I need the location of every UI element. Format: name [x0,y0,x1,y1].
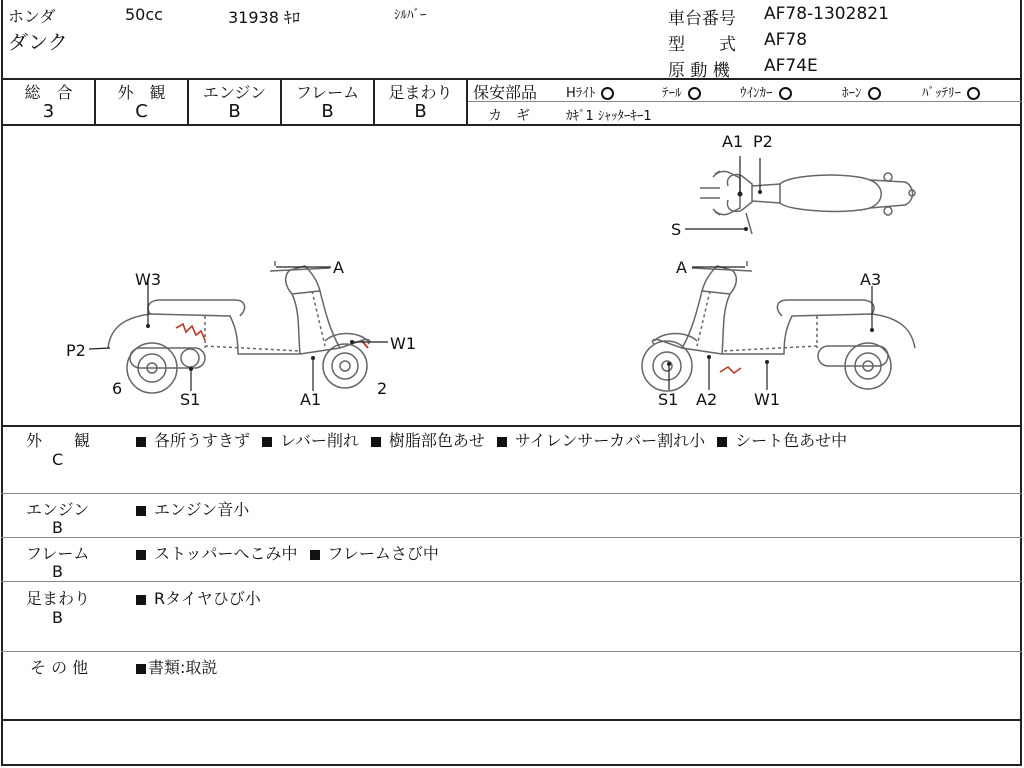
headlight-ok-icon [601,87,614,100]
top-view [685,156,915,234]
exterior-grade: C [135,101,148,122]
maker: ホンダ [8,7,56,26]
label-a-left: A [333,258,344,277]
frame-grade-label: フレーム [295,83,360,102]
safety-title: 保安部品 [473,83,538,102]
model-name: ダンク [8,30,68,54]
remark-other-text: 書類:取説 [136,655,217,678]
safety-item-winker: ｳｲﾝｶｰ [740,82,792,101]
remark-exterior-grade: C [52,450,64,469]
safety-item-headlight: Hﾗｲﾄ [566,82,614,101]
key-value: ｶｷﾞ1 ｼｬｯﾀｰｷｰ1 [566,109,652,124]
battery-ok-icon [967,87,980,100]
safety-item-horn: ﾎｰﾝ [842,82,881,101]
remark-frame-items: ストッパーへこみ中 フレームさび中 [136,541,439,564]
label-a3-right: A3 [860,270,882,289]
remark-suspension-grade: B [52,608,63,627]
safety-item-battery: ﾊﾞｯﾃﾘｰ [922,82,980,101]
overall-grade: 3 [42,101,55,122]
type-value: AF78 [764,30,808,50]
label-2: 2 [377,379,388,398]
label-p2-top: P2 [753,132,773,151]
remark-suspension-items: Rタイヤひび小 [136,586,261,609]
label-s1-left: S1 [180,390,201,409]
remark-exterior-items: 各所うすきず レバー削れ 樹脂部色あせ サイレンサーカバー割れ小 シート色あせ中 [136,428,847,451]
overall-label: 総 合 [24,83,73,102]
safety-item-tail: ﾃｰﾙ [662,82,701,101]
horn-ok-icon [868,87,881,100]
engine-label: 原 動 機 [668,61,730,81]
suspension-grade-label: 足まわり [388,83,453,102]
type-label: 型 式 [668,35,736,55]
label-w1-left: W1 [390,334,416,353]
frame-no-label: 車台番号 [668,9,736,29]
label-w1-right: W1 [754,390,780,409]
remark-other-label: そ の 他 [30,658,89,677]
label-w3: W3 [135,270,161,289]
exterior-label: 外 観 [117,83,166,102]
engine-grade: B [228,101,241,122]
remark-frame-label: フレーム [26,544,90,563]
winker-ok-icon [779,87,792,100]
label-a1-left: A1 [300,390,322,409]
label-s-top: S [671,220,682,239]
remark-engine-label: エンジン [26,500,90,519]
remark-suspension-label: 足まわり [26,589,91,608]
label-s1-right: S1 [658,390,679,409]
label-p2-left: P2 [66,341,86,360]
displacement: 50cc [125,5,163,24]
label-a-right: A [676,258,687,277]
remark-engine-items: エンジン音小 [136,497,249,520]
label-a1-top: A1 [722,132,744,151]
tail-ok-icon [688,87,701,100]
engine-value: AF74E [764,56,818,76]
key-label: カ ギ [488,108,530,124]
color: ｼﾙﾊﾞｰ [394,8,427,23]
remark-frame-grade: B [52,562,63,581]
frame-grade: B [321,101,334,122]
remark-engine-grade: B [52,518,63,537]
mileage: 31938 ｷﾛ [228,8,300,27]
frame-no: AF78-1302821 [764,4,889,24]
suspension-grade: B [414,101,427,122]
label-6: 6 [112,379,123,398]
remark-exterior-label: 外 観 [26,431,91,450]
engine-grade-label: エンジン [202,83,267,102]
label-a2-right: A2 [696,390,718,409]
left-side-view [89,261,388,393]
